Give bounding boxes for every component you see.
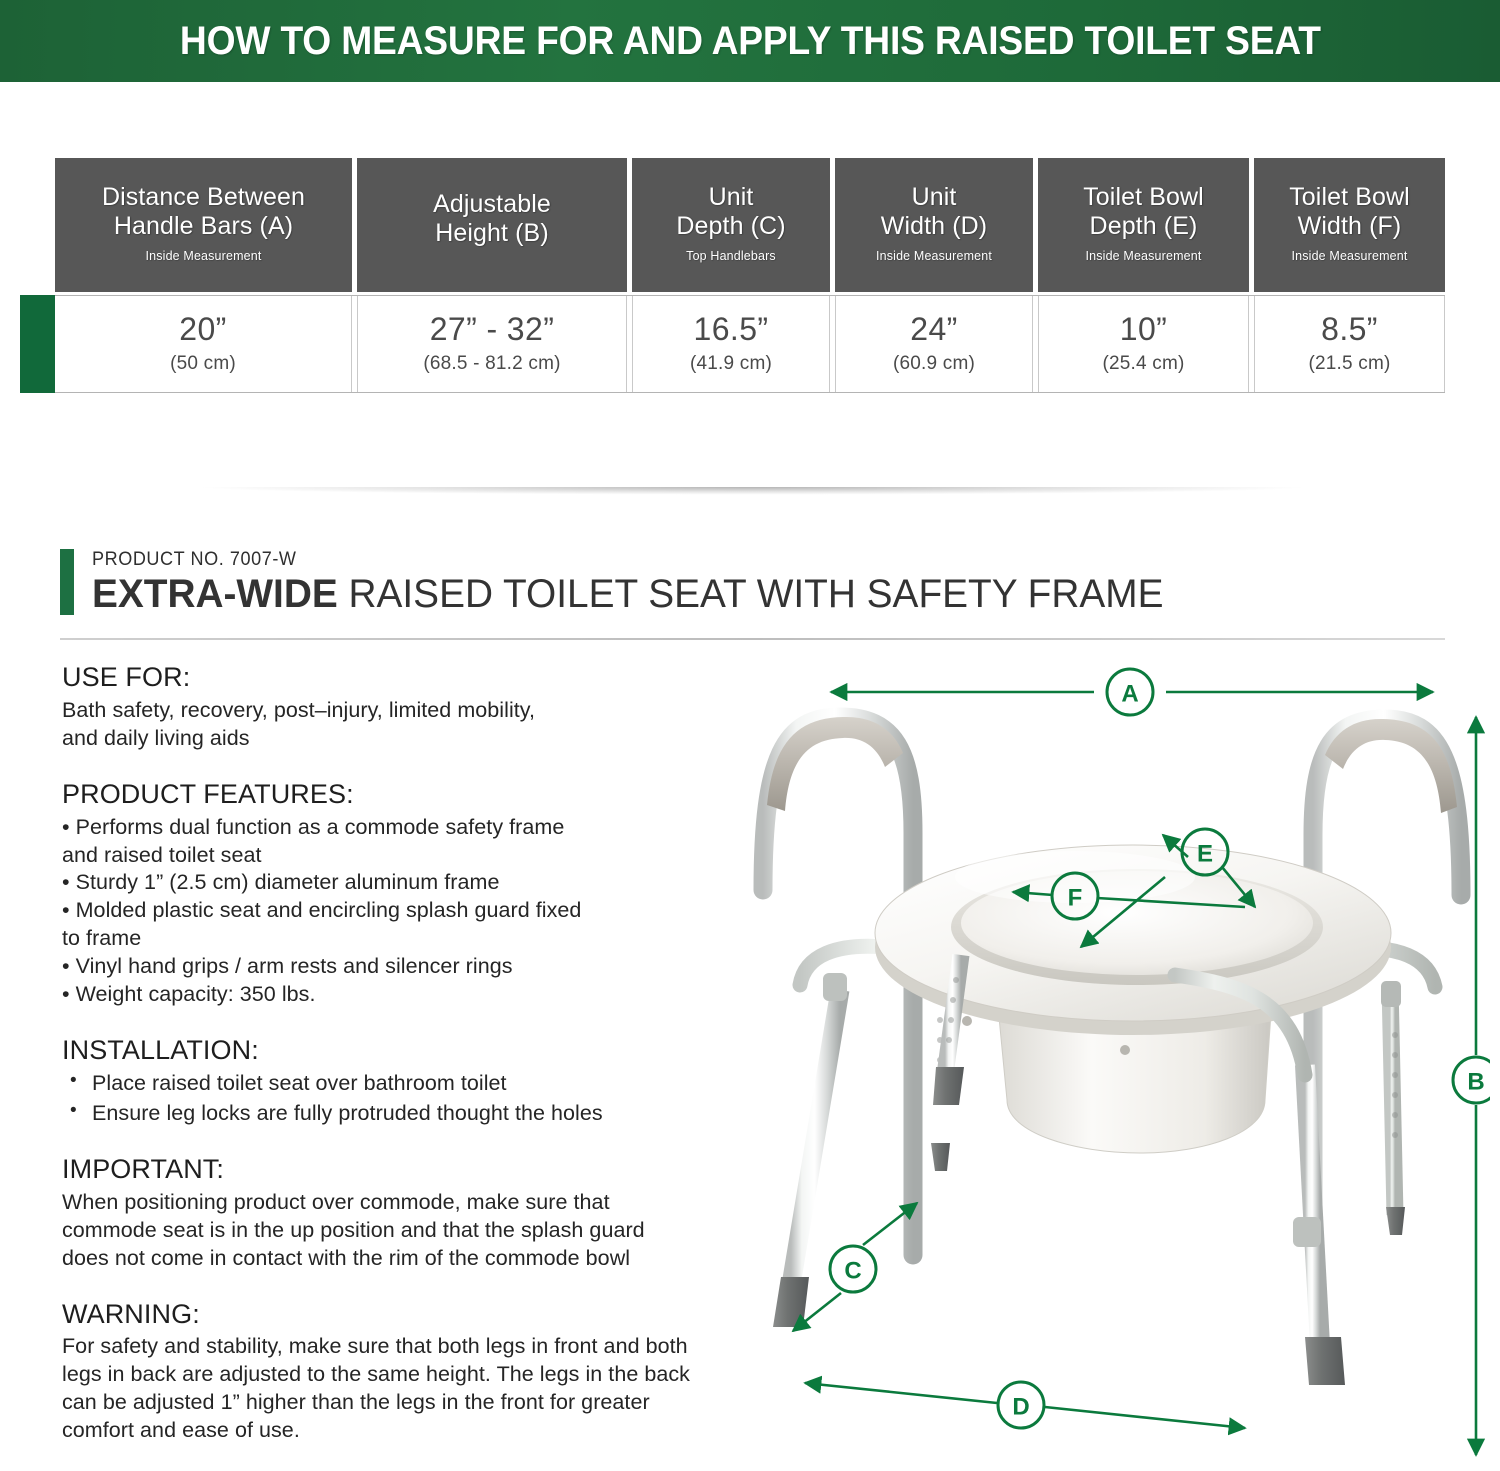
important-heading: IMPORTANT:: [62, 1153, 225, 1184]
callout-d-label: D: [1012, 1393, 1030, 1421]
value-a: 20”: [179, 310, 227, 347]
use-for-line1: Bath safety, recovery, post–injury, limited mobility,: [62, 697, 536, 722]
callout-a-label: A: [1121, 680, 1139, 708]
product-diagram-svg: [745, 655, 1490, 1460]
table-value-cell-e: [1038, 296, 1249, 392]
use-for-heading: USE FOR:: [62, 662, 191, 692]
header-b-line1: Adjustable: [433, 190, 551, 218]
header-c-line2: Depth (C): [676, 212, 786, 240]
table-header-row: [55, 158, 1445, 292]
table-value-cell-b: [357, 296, 627, 392]
table-value-cell-d: [835, 296, 1033, 392]
product-heading-rule: [60, 638, 1445, 640]
important-line2: commode seat is in the up position and that the splash guard: [62, 1217, 645, 1242]
important-line3: does not come in contact with the rim of the commode bowl: [62, 1245, 631, 1270]
value-f-metric: (21.5 cm): [1308, 353, 1391, 375]
warning-line1: For safety and stability, make sure that both legs in front and both: [62, 1334, 688, 1359]
list-item: • Performs dual function as a commode safety frame: [62, 814, 565, 839]
table-accent-tab: [20, 295, 55, 393]
table-header-cell-b: [357, 158, 627, 292]
header-e-line1: Toilet Bowl: [1083, 183, 1204, 211]
header-a-line2: Handle Bars (A): [113, 212, 294, 240]
header-a-line1: Distance Between: [101, 183, 306, 211]
header-d-line1: Unit: [911, 183, 957, 211]
table-header-cell-e: [1038, 158, 1249, 292]
product-number: PRODUCT NO. 7007-W: [92, 549, 297, 570]
list-item: • Molded plastic seat and encircling splash guard fixed: [62, 898, 582, 923]
value-d: 24”: [910, 310, 958, 347]
value-f: 8.5”: [1321, 310, 1378, 347]
product-name-rest: RAISED TOILET SEAT WITH SAFETY FRAME: [337, 572, 1164, 616]
use-for-section: [62, 662, 752, 753]
warning-heading: WARNING:: [62, 1298, 200, 1329]
table-value-cell-c: [632, 296, 830, 392]
header-e-line2: Depth (E): [1089, 212, 1198, 240]
header-b-line2: Height (B): [435, 219, 549, 247]
warning-line3: can be adjusted 1” higher than the legs in the front for greater: [62, 1390, 650, 1415]
list-item: • Ensure leg locks are fully protruded thought the holes: [62, 1100, 752, 1128]
header-d-line2: Width (D): [880, 212, 988, 240]
table-value-row: [55, 295, 1445, 393]
specification-table: [55, 158, 1445, 393]
features-list: [62, 814, 752, 1010]
product-name-bold: EXTRA-WIDE: [92, 572, 338, 616]
value-a-metric: (50 cm): [170, 353, 236, 375]
callout-f-label: F: [1067, 884, 1083, 912]
table-value-cell-a: [55, 296, 352, 392]
list-item: and raised toilet seat: [62, 842, 262, 867]
table-header-cell-a: [55, 158, 352, 292]
callout-b-label: B: [1467, 1068, 1485, 1096]
value-b: 27” - 32”: [429, 310, 555, 347]
header-f-line2: Width (F): [1297, 212, 1402, 240]
header-c-line1: Unit: [708, 183, 754, 211]
header-c-sub: Top Handlebars: [686, 249, 776, 263]
warning-line4: comfort and ease of use.: [62, 1418, 300, 1443]
features-heading: PRODUCT FEATURES:: [62, 778, 354, 809]
table-header-cell-d: [835, 158, 1033, 292]
important-line1: When positioning product over commode, make sure that: [62, 1189, 610, 1214]
header-f-line1: Toilet Bowl: [1289, 183, 1410, 211]
callout-c-label: C: [844, 1257, 862, 1285]
list-item: • Vinyl hand grips / arm rests and silencer rings: [62, 954, 513, 979]
installation-list: [62, 1070, 752, 1128]
page-title: HOW TO MEASURE FOR AND APPLY THIS RAISED TOILET SEAT: [179, 18, 1321, 63]
list-item: • Sturdy 1” (2.5 cm) diameter aluminum frame: [62, 870, 500, 895]
list-item: • Place raised toilet seat over bathroom toilet: [62, 1070, 752, 1098]
installation-heading: INSTALLATION:: [62, 1035, 259, 1066]
product-accent-bar: [60, 549, 74, 615]
callout-e-label: E: [1196, 840, 1214, 868]
value-b-metric: (68.5 - 81.2 cm): [423, 353, 561, 375]
callout-d-arrow-right: [1045, 1407, 1245, 1428]
callout-d-arrow-left: [805, 1383, 997, 1403]
page-header-banner: [0, 0, 1500, 82]
warning-section: [62, 1299, 752, 1446]
header-f-sub: Inside Measurement: [1291, 249, 1408, 263]
value-e: 10”: [1119, 310, 1168, 347]
use-for-line2: and daily living aids: [62, 725, 250, 750]
table-header-cell-c: [632, 158, 830, 292]
header-e-sub: Inside Measurement: [1085, 249, 1202, 263]
section-divider: [60, 487, 1445, 503]
features-section: [62, 779, 752, 1009]
value-c: 16.5”: [693, 310, 769, 347]
product-name: [92, 573, 1163, 615]
value-d-metric: (60.9 cm): [892, 353, 976, 375]
important-section: [62, 1154, 752, 1273]
table-header-cell-f: [1254, 158, 1445, 292]
table-value-cell-f: [1254, 296, 1445, 392]
product-info-column: [62, 662, 752, 1471]
header-d-sub: Inside Measurement: [876, 249, 992, 263]
value-e-metric: (25.4 cm): [1102, 353, 1185, 375]
product-illustration: [745, 655, 1490, 1460]
warning-line2: legs in back are adjusted to the same height. The legs in the back: [62, 1362, 690, 1387]
installation-section: [62, 1035, 752, 1128]
product-heading: [60, 549, 1445, 615]
list-item: to frame: [62, 926, 142, 951]
value-c-metric: (41.9 cm): [689, 353, 773, 375]
header-a-sub: Inside Measurement: [145, 249, 262, 263]
list-item: • Weight capacity: 350 lbs.: [62, 982, 316, 1007]
